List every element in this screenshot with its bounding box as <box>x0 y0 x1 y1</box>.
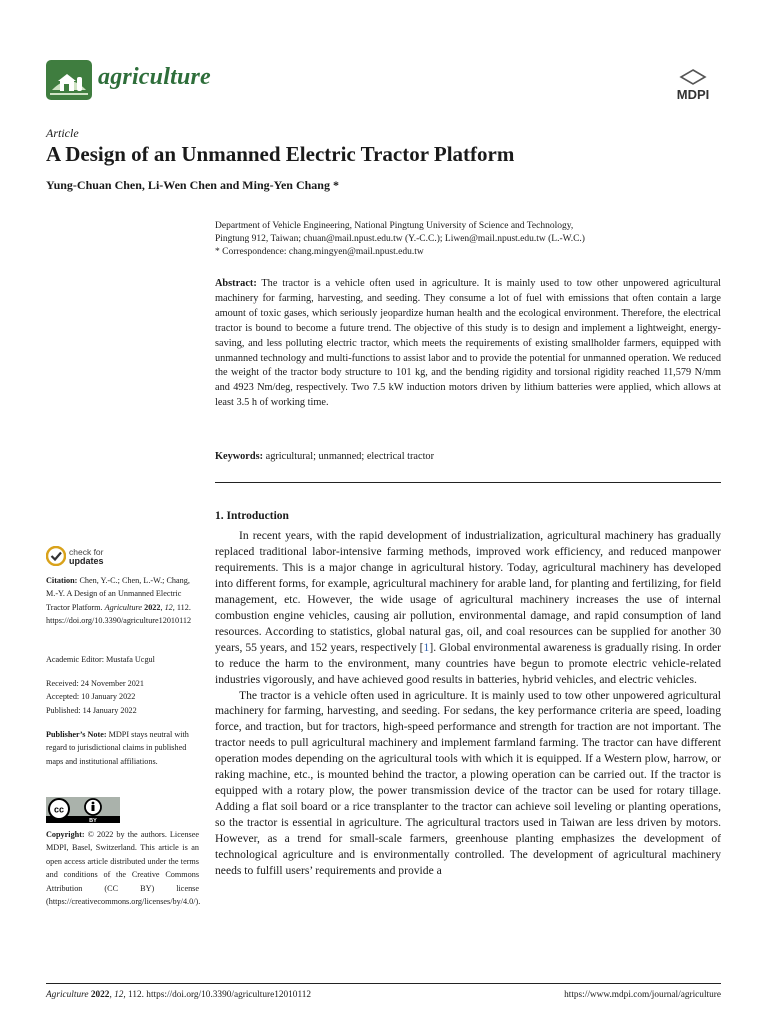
keywords-label: Keywords: <box>215 451 264 462</box>
paragraph <box>215 528 721 688</box>
check-for-updates-icon <box>46 546 66 566</box>
introduction-body <box>215 528 721 879</box>
publisher-note-label: Publisher’s Note: <box>46 730 107 739</box>
affiliation-line: Pingtung 912, Taiwan; chuan@mail.npust.edu.tw (Y.-C.C.); Liwen@mail.npust.edu.tw (L.-W.C.) <box>215 234 585 244</box>
correspondence-line: * Correspondence: chang.mingyen@mail.npust.edu.tw <box>215 247 424 257</box>
mdpi-logo-text: MDPI <box>676 87 710 102</box>
updates-label: updates <box>69 556 104 566</box>
citation-volume: 12 <box>164 602 173 612</box>
svg-text:cc: cc <box>53 804 65 815</box>
received-date: Received: 24 November 2021 <box>46 679 144 688</box>
affiliation-block <box>215 220 721 259</box>
publisher-note <box>46 728 199 768</box>
check-for-label: check for <box>69 547 104 557</box>
academic-editor: Academic Editor: Mustafa Ucgul <box>46 655 155 664</box>
reference-link[interactable]: 1 <box>423 640 430 654</box>
citation-label: Citation: <box>46 576 78 585</box>
keywords-text: agricultural; unmanned; electrical tractor <box>265 451 435 462</box>
cc-by-label: BY <box>89 818 97 823</box>
publication-dates <box>46 677 199 717</box>
citation-text: Chen, Y.-C.; Chen, L.-W.; Chang, M.-Y. A Design of an Unmanned Electric Tractor Platform. <box>46 576 190 612</box>
cc-by-license-icon[interactable] <box>46 797 120 823</box>
copyright-label: Copyright: <box>46 830 85 839</box>
abstract-label: Abstract: <box>215 278 257 289</box>
footer-journal-url[interactable]: https://www.mdpi.com/journal/agriculture <box>564 990 721 1000</box>
article-title: A Design of an Unmanned Electric Tractor Platform <box>46 142 515 166</box>
affiliation-line: Department of Vehicle Engineering, National Pingtung University of Science and Technology, <box>215 221 574 231</box>
journal-name: agriculture <box>98 64 211 90</box>
citation-journal: Agriculture <box>104 602 143 612</box>
copyright-notice <box>46 828 199 908</box>
citation-year: 2022 <box>144 602 161 612</box>
keywords <box>215 450 721 464</box>
publisher-note-text: MDPI stays neutral with regard to jurisdictional claims in published maps and institutional affiliations. <box>46 730 189 766</box>
mdpi-logo-icon <box>665 68 721 102</box>
footer-doi[interactable]: , 112. https://doi.org/10.3390/agriculture12010112 <box>123 990 312 1000</box>
agriculture-journal-logo-icon <box>46 60 92 100</box>
citation-block: Citation: Chen, Y.-C.; Chen, L.-W.; Chang, M.-Y. A Design of an Unmanned Electric Tractor Platform. Agriculture 2022, 12, 112. https://doi.org/10.3390/agriculture12010112 <box>46 576 192 626</box>
copyright-text: © 2022 by the authors. Licensee MDPI, Basel, Switzerland. This article is an open access article distributed under the terms and conditions of the Creative Commons Attribution (CC BY) license (https://creativecommons.org/licenses/by/4.0/). <box>46 830 201 907</box>
abstract-text: The tractor is a vehicle often used in agriculture. It is mainly used to tow other unpowered agricultural machinery for farming, harvesting, and seeding. They consume a lot of fuel with emissions that often contain a large amount of toxic gases, which seriously jeopardize human health and the ecological environment. Therefore, the electrical tractor is bound to become a future trend. The objective of this study is to design and implement a lightweight, energy-saving, and less polluting electric tractor, which meets the requirements of existing smallholder farmers, equipped with unmanned technology and multi-functions to assist labor and to provide the potential for unmanned operation. We reduced the weight of the tractor body structure to 101 kg, and the bending rigidity and torsional rigidity reached 11,579 N/mm and 4923 Nm/deg, respectively. Two 7.5 kW induction motors driven by lithium batteries were applied, which allows at least 3.5 h of working time. <box>215 278 722 409</box>
check-for-updates-button[interactable] <box>46 546 136 568</box>
section-heading: 1. Introduction <box>215 510 289 522</box>
footer-year: 2022 <box>90 990 110 1000</box>
published-date: Published: 14 January 2022 <box>46 705 137 715</box>
footer-journal: Agriculture <box>46 990 89 1000</box>
author-list: Yung-Chuan Chen, Li-Wen Chen and Ming-Yen Chang * <box>46 178 339 192</box>
paragraph: The tractor is a vehicle often used in agriculture. It is mainly used to tow other unpowered agricultural machinery for farming, harvesting, and seeding. For sedans, the key performance criteria are speed, loading force, and traction, but for tractors, high-speed performance and strength for traction are not important. The tractor needs to pull agricultural machinery and implement farmland farming. The tractor can have different operation modes depending on the agricultural tools with which it is equipped. If a Western plow, harrow, or raking machine, etc., is mounted behind the tractor, a plowing operation can be carried out. If the tractor is equipped with a rotary plow, the power transmission device of the tractor can be used for rotary tillage. Adding a flat soil board or a rice transplanter to the tractor can achieve soil leveling or planting operations, so the tractor is essential in agriculture. The agricultural tractors used in Taiwan are less driven by motors. However, as a trend for small-scale farmers, greenhouse planting emphasizes the development of technological agriculture and is environmentally controlled. The development of agricultural machinery needs to fulfill users’ requirements and provide a <box>215 688 721 878</box>
accepted-date: Accepted: 10 January 2022 <box>46 692 136 702</box>
paragraph-text: ]. Global environmental awareness is gradually rising. In order to reduce the harm to the environment, many countries have begun to promote electric vehicle-related industries vigorously, and have achieved good results in batteries, hybrid vehicles, and electric vehicles. <box>215 640 722 686</box>
article-type: Article <box>46 126 79 140</box>
footer-divider <box>46 983 721 984</box>
abstract <box>215 277 721 411</box>
paragraph-text: In recent years, with the rapid development of industrialization, agricultural machinery has gradually replaced traditional labor-intensive farming methods, improved work efficiency, and reduced manpower requirements. This is a major change in agricultural history. Today, agricultural machinery has developed into different forms, for example, agricultural machinery for arable land, for planting and fertilizing, for field management, etc. However, the wide usage of agricultural machinery increases the use of internal combustion engine vehicles, causing air pollution, environmental damage, and rapid consumption of land resources. According to statistics, global natural gas, oil, and coal resources can be supplied for another 30 years, 55 years, and 152 years, respectively [ <box>215 529 721 654</box>
footer-volume: 12 <box>114 990 124 1000</box>
citation-doi[interactable]: , 112. https://doi.org/10.3390/agriculture12010112 <box>46 602 192 626</box>
footer-citation: Agriculture 2022, 12, 112. https://doi.org/10.3390/agriculture12010112 <box>46 990 312 1000</box>
section-divider <box>215 482 721 483</box>
